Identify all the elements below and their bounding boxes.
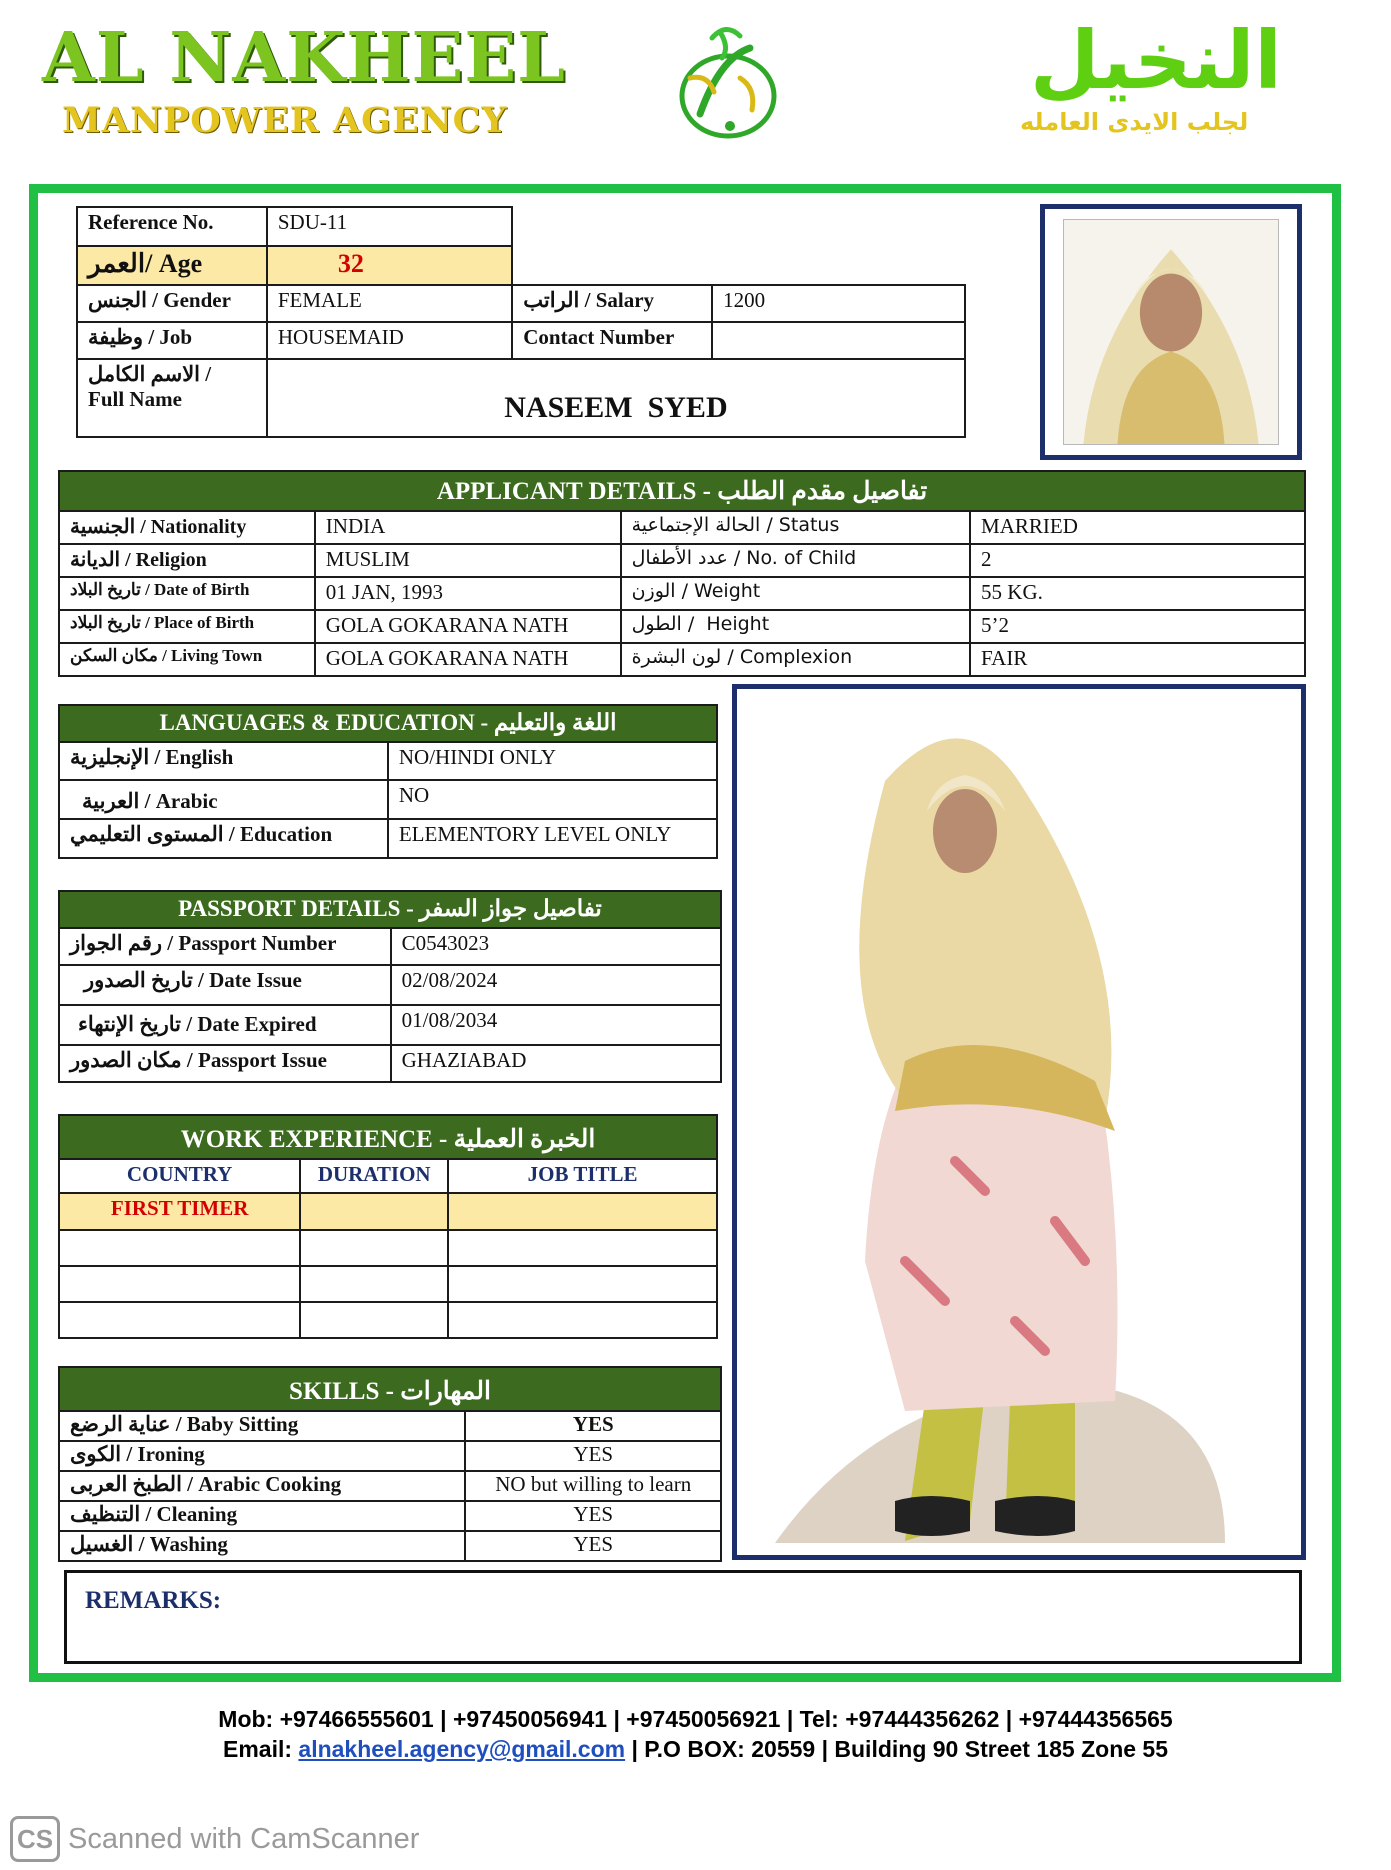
full-body-photo-frame [732, 684, 1306, 1560]
children-label: عدد الأطفال / No. of Child [621, 544, 970, 577]
remarks-box [64, 1570, 1302, 1664]
religion-label: الديانة / Religion [59, 544, 315, 577]
nationality-value: INDIA [315, 511, 621, 544]
col-job-title: JOB TITLE [448, 1159, 717, 1193]
baby-sitting-label: عناية الرضع / Baby Sitting [59, 1411, 465, 1441]
portrait-photo [1063, 219, 1279, 445]
education-label: المستوى التعليمي / Education [59, 819, 388, 858]
cleaning-label: التنظيف / Cleaning [59, 1501, 465, 1531]
skills-table [58, 1366, 722, 1562]
nationality-label: الجنسية / Nationality [59, 511, 315, 544]
profile-table [76, 206, 966, 438]
arabic-value: NO [388, 780, 717, 819]
baby-sitting-value: YES [465, 1411, 721, 1441]
reference-value: SDU-11 [267, 207, 512, 246]
children-value: 2 [970, 544, 1305, 577]
portrait-photo-frame [1040, 204, 1302, 460]
living-town-value: GOLA GOKARANA NATH [315, 643, 621, 676]
passport-number-label: رقم الجواز / Passport Number [59, 928, 391, 965]
passport-issue-place-label: مكان الصدور / Passport Issue [59, 1045, 391, 1082]
ironing-label: الكوى / Ironing [59, 1441, 465, 1471]
footer-email-prefix: Email: [222, 1736, 299, 1762]
pob-value: GOLA GOKARANA NATH [315, 610, 621, 643]
gender-value: FEMALE [267, 285, 512, 322]
salary-value: 1200 [712, 285, 965, 322]
arabic-cooking-value: NO but willing to learn [465, 1471, 721, 1501]
col-duration: DURATION [300, 1159, 448, 1193]
cleaning-value: YES [465, 1501, 721, 1531]
passport-date-expired-label: تاريخ الإنتهاء / Date Expired [59, 1005, 391, 1045]
arabic-label: العربية / Arabic [59, 780, 388, 819]
height-value: 5’2 [970, 610, 1305, 643]
washing-label: الغسيل / Washing [59, 1531, 465, 1561]
portrait-photo-icon [1064, 220, 1278, 444]
passport-header: PASSPORT DETAILS - تفاصيل جواز السفر [59, 891, 721, 928]
weight-value: 55 KG. [970, 577, 1305, 610]
palm-calligraphy-logo-icon [660, 18, 790, 148]
languages-education-table [58, 704, 718, 859]
reference-label: Reference No. [77, 207, 267, 246]
table-row [59, 1230, 717, 1266]
fullname-label [77, 359, 267, 437]
passport-date-issue-label: تاريخ الصدور / Date Issue [59, 965, 391, 1005]
footer-address: | P.O BOX: 20559 | Building 90 Street 185 Zone 55 [625, 1736, 1169, 1762]
agency-subtitle-english: MANPOWER AGENCY [62, 100, 508, 141]
religion-value: MUSLIM [315, 544, 621, 577]
ironing-value: YES [465, 1441, 721, 1471]
languages-header: LANGUAGES & EDUCATION - اللغة والتعليم [59, 705, 717, 742]
table-cell [448, 1193, 717, 1230]
pob-label: تاريخ البلاد / Place of Birth [59, 610, 315, 643]
first-timer-cell: FIRST TIMER [59, 1193, 300, 1230]
job-label: وظيفة / Job [77, 322, 267, 359]
footer-address-line [0, 1736, 1391, 1763]
applicant-details-header: APPLICANT DETAILS - تفاصيل مقدم الطلب [59, 471, 1305, 511]
living-town-label: مكان السكن / Living Town [59, 643, 315, 676]
contact-value [712, 322, 965, 359]
full-body-photo [755, 701, 1283, 1543]
english-label: الإنجليزية / English [59, 742, 388, 780]
agency-subtitle-arabic: لجلب الايدى العامله [1020, 108, 1249, 136]
dob-label: تاريخ البلاد / Date of Birth [59, 577, 315, 610]
passport-details-table [58, 890, 722, 1083]
fullname-label-arabic: الاسم الكامل / [88, 362, 212, 386]
col-country: COUNTRY [59, 1159, 300, 1193]
passport-date-issue-value: 02/08/2024 [391, 965, 721, 1005]
passport-date-expired-value: 01/08/2034 [391, 1005, 721, 1045]
agency-name-english: AL NAKHEEL [42, 18, 566, 98]
job-value: HOUSEMAID [267, 322, 512, 359]
work-experience-table [58, 1114, 718, 1339]
agency-name-arabic: النخيل [1030, 14, 1282, 107]
gender-label: الجنس / Gender [77, 285, 267, 322]
camscanner-logo-icon: CS [10, 1816, 60, 1862]
education-value: ELEMENTORY LEVEL ONLY [388, 819, 717, 858]
english-value: NO/HINDI ONLY [388, 742, 717, 780]
table-row [59, 1302, 717, 1338]
work-experience-header: WORK EXPERIENCE - الخبرة العملية [59, 1115, 717, 1159]
fullname-label-english: Full Name [88, 387, 182, 411]
table-row [59, 1266, 717, 1302]
age-label: العمر/ Age [77, 246, 267, 285]
complexion-label: لون البشرة / Complexion [621, 643, 970, 676]
complexion-value: FAIR [970, 643, 1305, 676]
table-row [59, 1193, 717, 1230]
status-label: الحالة الإجتماعية / Status [621, 511, 970, 544]
footer-email-link[interactable]: alnakheel.agency@gmail.com [298, 1736, 626, 1762]
fullname-value: NASEEM SYED [267, 359, 965, 437]
age-value: 32 [267, 246, 512, 285]
contact-label: Contact Number [512, 322, 712, 359]
passport-issue-place-value: GHAZIABAD [391, 1045, 721, 1082]
skills-header: SKILLS - المهارات [59, 1367, 721, 1411]
salary-label: الراتب / Salary [512, 285, 712, 322]
camscanner-text: Scanned with CamScanner [68, 1822, 420, 1855]
table-cell [300, 1193, 448, 1230]
passport-number-value: C0543023 [391, 928, 721, 965]
washing-value: YES [465, 1531, 721, 1561]
applicant-details-table [58, 470, 1306, 677]
height-label: الطول / Height [621, 610, 970, 643]
camscanner-watermark [10, 1816, 419, 1862]
remarks-label: REMARKS: [85, 1587, 222, 1614]
status-value: MARRIED [970, 511, 1305, 544]
footer-contact-line: Mob: +97466555601 | +97450056941 | +97450056921 | Tel: +97444356262 | +97444356565 [218, 1706, 1173, 1732]
dob-value: 01 JAN, 1993 [315, 577, 621, 610]
arabic-cooking-label: الطبخ العربى / Arabic Cooking [59, 1471, 465, 1501]
weight-label: الوزن / Weight [621, 577, 970, 610]
